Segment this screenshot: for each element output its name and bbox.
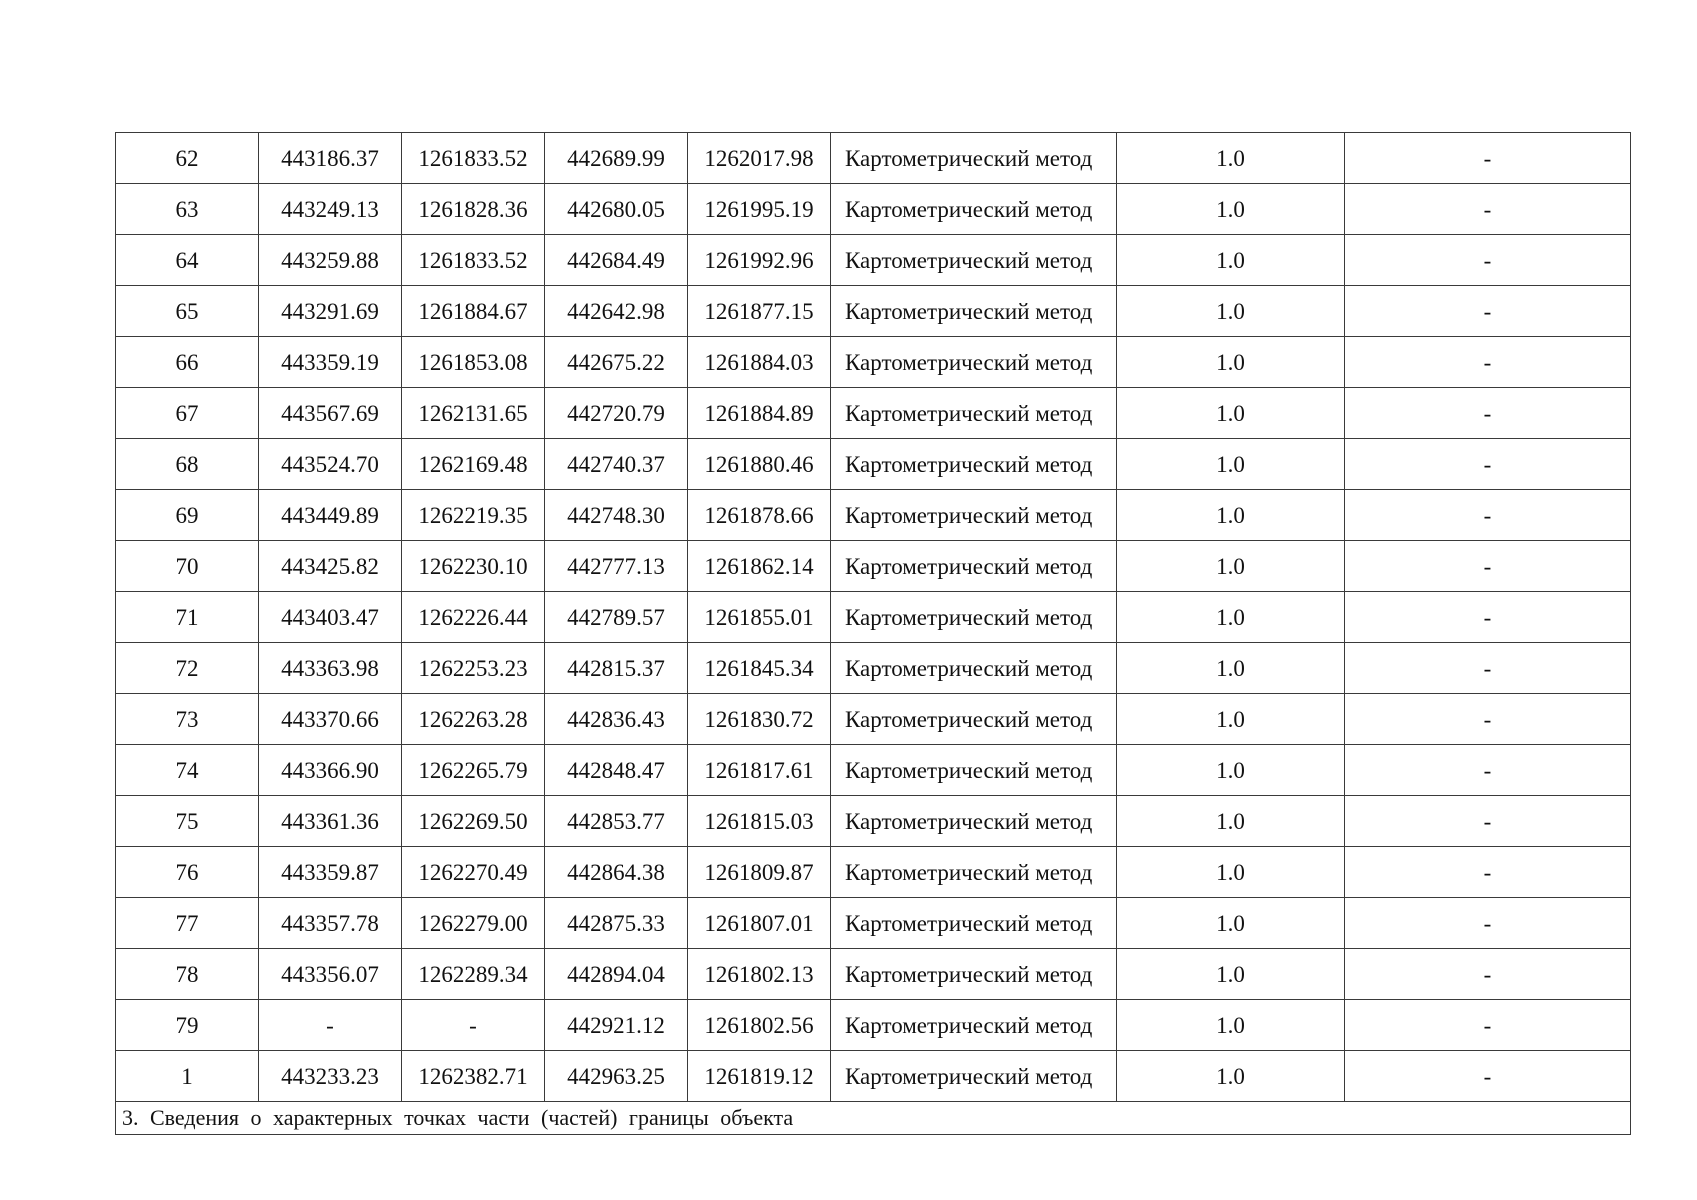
note-cell: - [1345,745,1631,796]
existing-y-cell: - [402,1000,545,1051]
refined-y-cell: 1261995.19 [688,184,831,235]
refined-x-cell: 442720.79 [545,388,688,439]
method-cell: Картометрический метод [831,796,1117,847]
existing-x-cell: 443259.88 [259,235,402,286]
note-cell: - [1345,592,1631,643]
table-row [116,1051,1631,1102]
existing-x-cell: 443403.47 [259,592,402,643]
note-cell: - [1345,184,1631,235]
accuracy-cell: 1.0 [1117,898,1345,949]
method-cell: Картометрический метод [831,592,1117,643]
point-number-cell: 70 [116,541,259,592]
refined-x-cell: 442789.57 [545,592,688,643]
accuracy-cell: 1.0 [1117,949,1345,1000]
refined-x-cell: 442921.12 [545,1000,688,1051]
note-cell: - [1345,388,1631,439]
table-row [116,847,1631,898]
accuracy-cell: 1.0 [1117,592,1345,643]
refined-x-cell: 442740.37 [545,439,688,490]
method-cell: Картометрический метод [831,898,1117,949]
table-row [116,439,1631,490]
note-cell: - [1345,796,1631,847]
existing-x-cell: 443524.70 [259,439,402,490]
existing-x-cell: 443361.36 [259,796,402,847]
accuracy-cell: 1.0 [1117,541,1345,592]
refined-y-cell: 1261807.01 [688,898,831,949]
accuracy-cell: 1.0 [1117,1051,1345,1102]
refined-y-cell: 1261819.12 [688,1051,831,1102]
note-cell: - [1345,235,1631,286]
accuracy-cell: 1.0 [1117,184,1345,235]
refined-x-cell: 442875.33 [545,898,688,949]
refined-x-cell: 442853.77 [545,796,688,847]
existing-y-cell: 1262289.34 [402,949,545,1000]
refined-y-cell: 1261862.14 [688,541,831,592]
table-row [116,235,1631,286]
point-number-cell: 66 [116,337,259,388]
table-row [116,490,1631,541]
table-row [116,949,1631,1000]
point-number-cell: 65 [116,286,259,337]
existing-y-cell: 1262382.71 [402,1051,545,1102]
method-cell: Картометрический метод [831,949,1117,1000]
point-number-cell: 75 [116,796,259,847]
refined-y-cell: 1261878.66 [688,490,831,541]
method-cell: Картометрический метод [831,439,1117,490]
existing-x-cell: 443357.78 [259,898,402,949]
point-number-cell: 63 [116,184,259,235]
existing-x-cell: 443249.13 [259,184,402,235]
method-cell: Картометрический метод [831,745,1117,796]
refined-x-cell: 442815.37 [545,643,688,694]
refined-y-cell: 1261809.87 [688,847,831,898]
table-row [116,643,1631,694]
point-number-cell: 77 [116,898,259,949]
method-cell: Картометрический метод [831,541,1117,592]
note-cell: - [1345,898,1631,949]
refined-y-cell: 1261992.96 [688,235,831,286]
point-number-cell: 74 [116,745,259,796]
table-row [116,388,1631,439]
existing-y-cell: 1261833.52 [402,235,545,286]
existing-y-cell: 1261853.08 [402,337,545,388]
refined-x-cell: 442642.98 [545,286,688,337]
note-cell: - [1345,694,1631,745]
refined-y-cell: 1261884.89 [688,388,831,439]
existing-y-cell: 1262263.28 [402,694,545,745]
note-cell: - [1345,133,1631,184]
existing-y-cell: 1262265.79 [402,745,545,796]
existing-y-cell: 1262230.10 [402,541,545,592]
existing-y-cell: 1262253.23 [402,643,545,694]
method-cell: Картометрический метод [831,388,1117,439]
method-cell: Картометрический метод [831,1000,1117,1051]
accuracy-cell: 1.0 [1117,1000,1345,1051]
method-cell: Картометрический метод [831,235,1117,286]
method-cell: Картометрический метод [831,847,1117,898]
existing-y-cell: 1261833.52 [402,133,545,184]
point-number-cell: 79 [116,1000,259,1051]
table-row [116,745,1631,796]
existing-x-cell: 443567.69 [259,388,402,439]
method-cell: Картометрический метод [831,133,1117,184]
existing-x-cell: 443186.37 [259,133,402,184]
table-row [116,796,1631,847]
refined-x-cell: 442689.99 [545,133,688,184]
accuracy-cell: 1.0 [1117,388,1345,439]
note-cell: - [1345,847,1631,898]
accuracy-cell: 1.0 [1117,745,1345,796]
table-row [116,541,1631,592]
refined-x-cell: 442675.22 [545,337,688,388]
existing-x-cell: 443363.98 [259,643,402,694]
method-cell: Картометрический метод [831,337,1117,388]
note-cell: - [1345,439,1631,490]
existing-y-cell: 1262131.65 [402,388,545,439]
refined-x-cell: 442684.49 [545,235,688,286]
refined-x-cell: 442894.04 [545,949,688,1000]
existing-y-cell: 1262226.44 [402,592,545,643]
refined-x-cell: 442836.43 [545,694,688,745]
point-number-cell: 62 [116,133,259,184]
method-cell: Картометрический метод [831,694,1117,745]
refined-x-cell: 442748.30 [545,490,688,541]
refined-y-cell: 1261877.15 [688,286,831,337]
existing-x-cell: 443291.69 [259,286,402,337]
existing-x-cell: 443370.66 [259,694,402,745]
existing-x-cell: 443356.07 [259,949,402,1000]
refined-y-cell: 1261802.13 [688,949,831,1000]
existing-x-cell: 443366.90 [259,745,402,796]
existing-y-cell: 1262169.48 [402,439,545,490]
method-cell: Картометрический метод [831,1051,1117,1102]
existing-x-cell: 443359.87 [259,847,402,898]
table-row [116,286,1631,337]
accuracy-cell: 1.0 [1117,643,1345,694]
accuracy-cell: 1.0 [1117,337,1345,388]
point-number-cell: 72 [116,643,259,694]
refined-y-cell: 1261830.72 [688,694,831,745]
section-heading-row [116,1102,1631,1135]
note-cell: - [1345,1000,1631,1051]
table-row [116,694,1631,745]
existing-y-cell: 1261884.67 [402,286,545,337]
point-number-cell: 73 [116,694,259,745]
existing-y-cell: 1262269.50 [402,796,545,847]
existing-x-cell: 443425.82 [259,541,402,592]
refined-y-cell: 1262017.98 [688,133,831,184]
accuracy-cell: 1.0 [1117,439,1345,490]
point-number-cell: 76 [116,847,259,898]
refined-x-cell: 442777.13 [545,541,688,592]
table-row [116,184,1631,235]
note-cell: - [1345,490,1631,541]
note-cell: - [1345,541,1631,592]
existing-y-cell: 1262219.35 [402,490,545,541]
existing-y-cell: 1261828.36 [402,184,545,235]
accuracy-cell: 1.0 [1117,796,1345,847]
table-row [116,1000,1631,1051]
point-number-cell: 67 [116,388,259,439]
existing-x-cell: 443449.89 [259,490,402,541]
point-number-cell: 69 [116,490,259,541]
method-cell: Картометрический метод [831,490,1117,541]
method-cell: Картометрический метод [831,184,1117,235]
point-number-cell: 1 [116,1051,259,1102]
accuracy-cell: 1.0 [1117,490,1345,541]
coordinates-table-body [116,133,1631,1135]
refined-x-cell: 442680.05 [545,184,688,235]
refined-y-cell: 1261802.56 [688,1000,831,1051]
refined-y-cell: 1261880.46 [688,439,831,490]
note-cell: - [1345,337,1631,388]
refined-x-cell: 442963.25 [545,1051,688,1102]
accuracy-cell: 1.0 [1117,235,1345,286]
table-row [116,133,1631,184]
accuracy-cell: 1.0 [1117,286,1345,337]
coordinates-table [115,132,1631,1135]
note-cell: - [1345,643,1631,694]
refined-y-cell: 1261815.03 [688,796,831,847]
note-cell: - [1345,286,1631,337]
existing-y-cell: 1262270.49 [402,847,545,898]
accuracy-cell: 1.0 [1117,133,1345,184]
refined-y-cell: 1261845.34 [688,643,831,694]
accuracy-cell: 1.0 [1117,694,1345,745]
method-cell: Картометрический метод [831,643,1117,694]
method-cell: Картометрический метод [831,286,1117,337]
existing-x-cell: 443233.23 [259,1051,402,1102]
table-row [116,898,1631,949]
note-cell: - [1345,1051,1631,1102]
refined-x-cell: 442864.38 [545,847,688,898]
refined-y-cell: 1261817.61 [688,745,831,796]
note-cell: - [1345,949,1631,1000]
table-row [116,592,1631,643]
section-heading: 3. Сведения о характерных точках части (частей) границы объекта [116,1102,1631,1135]
refined-y-cell: 1261884.03 [688,337,831,388]
existing-x-cell: - [259,1000,402,1051]
refined-y-cell: 1261855.01 [688,592,831,643]
table-row [116,337,1631,388]
refined-x-cell: 442848.47 [545,745,688,796]
existing-x-cell: 443359.19 [259,337,402,388]
point-number-cell: 64 [116,235,259,286]
point-number-cell: 68 [116,439,259,490]
point-number-cell: 78 [116,949,259,1000]
point-number-cell: 71 [116,592,259,643]
existing-y-cell: 1262279.00 [402,898,545,949]
accuracy-cell: 1.0 [1117,847,1345,898]
